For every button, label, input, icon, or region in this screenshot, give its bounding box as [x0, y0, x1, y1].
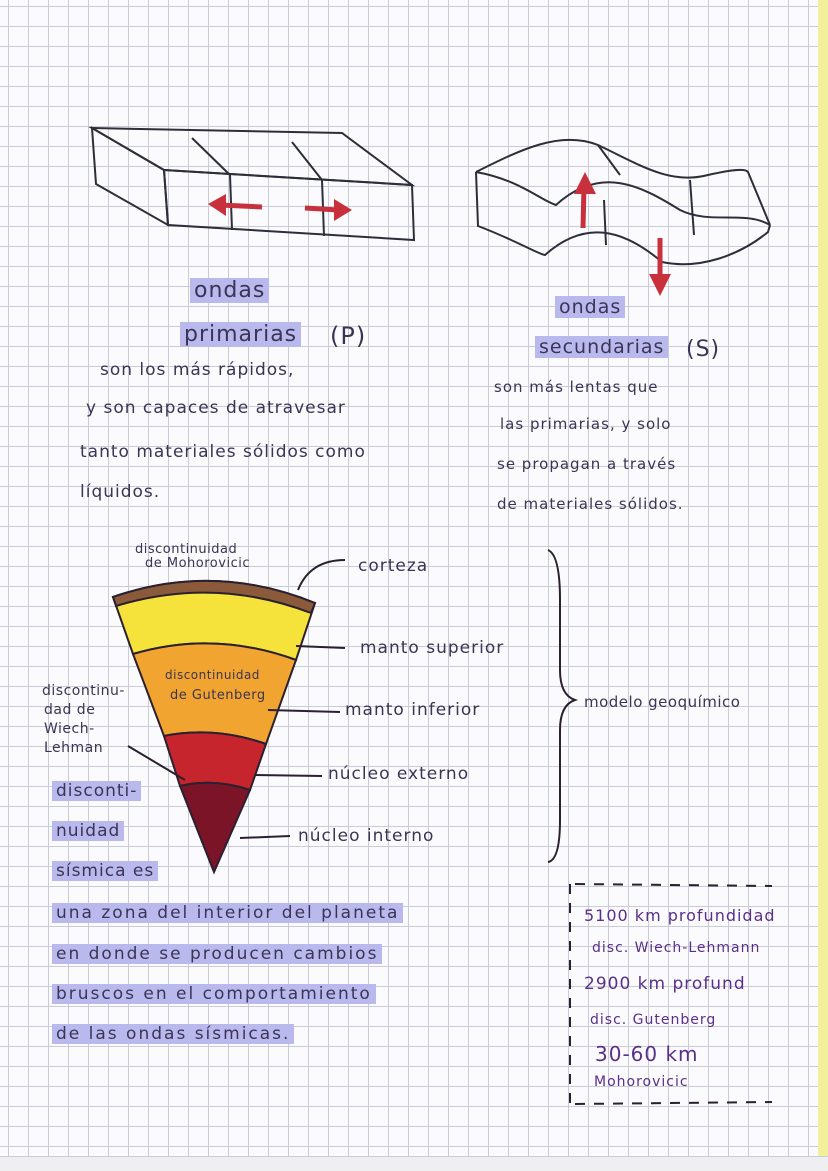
- moho-label-line2: de Mohorovicic: [145, 556, 250, 571]
- s-wave-block: [476, 140, 770, 264]
- p-title-symbol: (P): [330, 322, 367, 350]
- wiech-label-line3: Wiech-: [44, 721, 95, 737]
- definition-line3: sísmica es: [52, 861, 158, 881]
- layer-inner-core: núcleo interno: [298, 826, 435, 846]
- gutenberg-label-line1: discontinuidad: [165, 668, 260, 682]
- layer-crust: corteza: [358, 556, 429, 576]
- earth-wedge: [113, 581, 315, 872]
- p-desc-line2: y son capaces de atravesar: [86, 398, 346, 418]
- definition-line1: disconti-: [52, 781, 141, 801]
- depth-line3: 2900 km profund: [584, 974, 746, 994]
- layer-outer-core: núcleo externo: [328, 764, 470, 784]
- wiech-label-line1: discontinu-: [42, 683, 125, 699]
- s-desc-line4: de materiales sólidos.: [497, 495, 684, 513]
- depth-line6: Mohorovicic: [594, 1074, 689, 1090]
- depth-line4: disc. Gutenberg: [590, 1012, 717, 1028]
- definition-line2: nuidad: [52, 821, 124, 841]
- model-brace: [548, 550, 575, 862]
- layer-upper-mantle: manto superior: [360, 638, 505, 658]
- s-desc-line2: las primarias, y solo: [500, 415, 672, 433]
- s-title-symbol: (S): [686, 337, 721, 362]
- wiech-label-line2: dad de: [44, 702, 96, 718]
- definition-line4: una zona del interior del planeta: [52, 903, 403, 923]
- p-title-line1: ondas: [190, 278, 269, 303]
- depth-line1: 5100 km profundidad: [584, 906, 776, 925]
- s-title-line2: secundarias: [535, 336, 668, 358]
- s-desc-line3: se propagan a través: [497, 455, 677, 473]
- wiech-label-line4: Lehman: [44, 740, 104, 756]
- p-wave-block: [92, 128, 414, 240]
- p-wave-arrows: [208, 194, 352, 221]
- definition-line5: en donde se producen cambios: [52, 944, 382, 964]
- p-title-line2: primarias: [180, 322, 301, 347]
- depth-line5: 30-60 km: [595, 1042, 699, 1066]
- gutenberg-label-line2: de Gutenberg: [170, 688, 266, 703]
- s-desc-line1: son más lentas que: [494, 378, 659, 396]
- definition-line7: de las ondas sísmicas.: [52, 1024, 294, 1044]
- definition-line6: bruscos en el comportamiento: [52, 984, 376, 1004]
- p-desc-line3: tanto materiales sólidos como: [80, 442, 366, 462]
- model-label: modelo geoquímico: [584, 693, 741, 711]
- s-title-line1: ondas: [555, 296, 625, 318]
- depth-line2: disc. Wiech-Lehmann: [592, 940, 761, 956]
- p-desc-line1: son los más rápidos,: [100, 360, 295, 380]
- p-desc-line4: líquidos.: [80, 482, 161, 502]
- layer-lower-mantle: manto inferior: [345, 700, 481, 720]
- moho-label-line1: discontinuidad: [135, 542, 238, 557]
